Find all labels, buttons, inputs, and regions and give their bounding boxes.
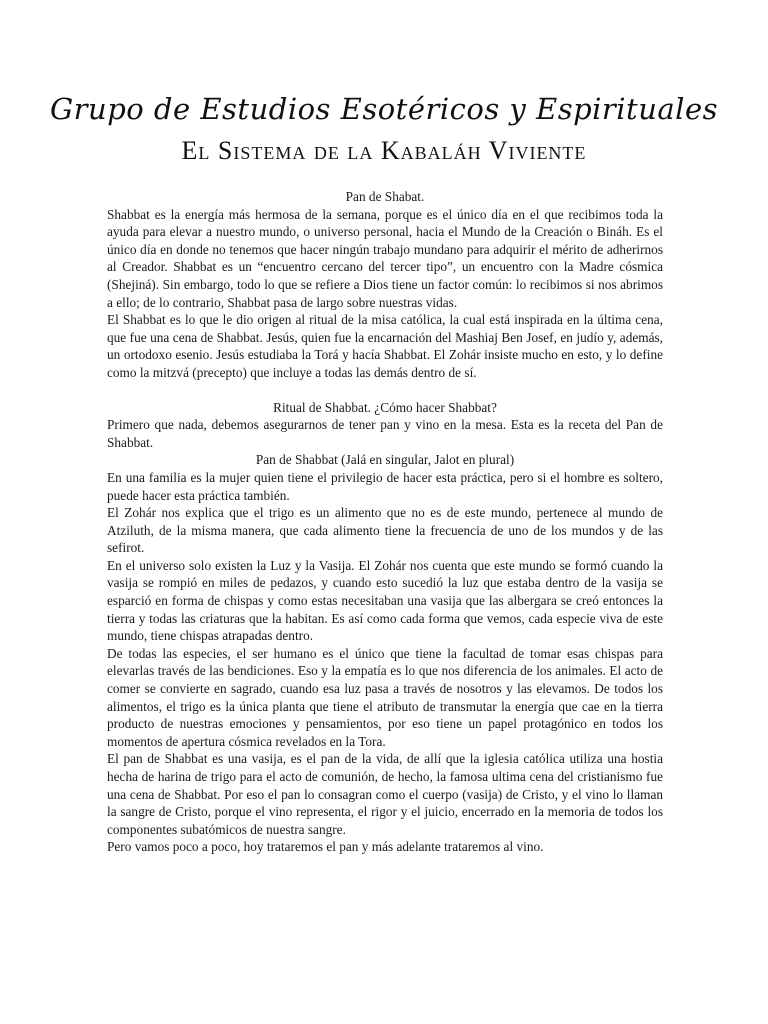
document-title: El Sistema de la Kabaláh Viviente [181,136,587,165]
paragraph: De todas las especies, el ser humano es el único que tiene la facultad de tomar esas chispas para elevarlas través de las bendiciones. Eso y la empatía es lo que nos diferencia de los animales. El acto de comer se convierte en sagrado, cuando esa luz pasa a través de nosotros y las elevamos. De todos los alimentos, el trigo es la única planta que tiene el atributo de transmutar la energía que cae en la tierra producto de nuestras emociones y pensamientos, por eso tiene un papel protagónico en todos los momentos de apertura cósmica revelados en la Tora. [107,645,663,749]
paragraph: En una familia es la mujer quien tiene el privilegio de hacer esta práctica, pero si el hombre es soltero, puede hacer esta práctica también. [107,469,663,503]
paragraph: Primero que nada, debemos asegurarnos de tener pan y vino en la mesa. Esta es la receta del Pan de Shabbat. [107,417,663,450]
paragraph: El pan de Shabbat es una vasija, es el pan de la vida, de allí que la iglesia católica utiliza una hostia hecha de harina de trigo para el acto de comunión, de hecho, la famosa ultima cena del cristianismo fue una cena de Shabbat. Por eso el pan lo consagran como el cuerpo (vasija) de Cristo, y el vino lo llaman la sangre de Cristo, porque el vino representa, el rigor y el juicio, encerrado en la memoria de todos los componentes subatómicos de nuestra sangre. [107,751,663,837]
section-heading: Pan de Shabat. [345,189,425,204]
paragraph: El Shabbat es lo que le dio origen al ritual de la misa católica, la cual está inspirada en la última cena, que fue una cena de Shabbat. Jesús, quien fue la encarnación del Mashiaj Ben Josef, en judío y, además, un ortodoxo esenio. Jesús estudiaba la Torá y hacía Shabbat. El Zohár insiste mucho en esto, y lo define como la mitzvá (precepto) que incluye a todas las demás dentro de sí. [107,312,663,380]
paragraph: En el universo solo existen la Luz y la Vasija. El Zohár nos cuenta que este mundo se formó cuando la vasija se rompió en miles de pedazos, y cuando esto sucedió la luz que estaba dentro de la vasija se esparció en forma de chispas y como estas necesitaban una vasija que las albergara se creó entonces la tierra y todas las criaturas que la habitan. Es así como cada forma que vemos, cada especie viva de este mundo, tiene chispas atrapadas dentro. [107,557,663,644]
section-heading: Pan de Shabbat (Jalá en singular, Jalot en plural) [255,452,515,468]
document-body [107,188,663,856]
organization-title: Grupo de Estudios Esotéricos y Espirituales [49,92,718,126]
section-heading: Ritual de Shabbat. ¿Cómo hacer Shabbat? [273,399,497,415]
paragraph: Pero vamos poco a poco, hoy trataremos el pan y más adelante trataremos al vino. [107,839,544,855]
paragraph: Shabbat es la energía más hermosa de la semana, porque es el único día en el que recibimos toda la ayuda para elevar a nuestro mundo, o universo personal, hacia el Mundo de la Creación o Bináh. Es el único día en donde no tenemos que hacer ningún trabajo mundano para adquirir el mérito de adherirnos al Creador. Shabbat es un “encuentro cercano del tercer tipo”, un encuentro con la Madre cósmica (Shejiná). Sin embargo, todo lo que se refiere a Dios tiene un factor común: lo recibimos si nos abrimos a ello; de lo contrario, Shabbat pasa de largo sobre nuestras vidas. [107,206,663,310]
paragraph: El Zohár nos explica que el trigo es un alimento que no es de este mundo, pertenece al mundo de Atziluth, de la misma manera, que cada alimento tiene la frecuencia de uno de los mundos y de las sefirot. [107,505,663,556]
